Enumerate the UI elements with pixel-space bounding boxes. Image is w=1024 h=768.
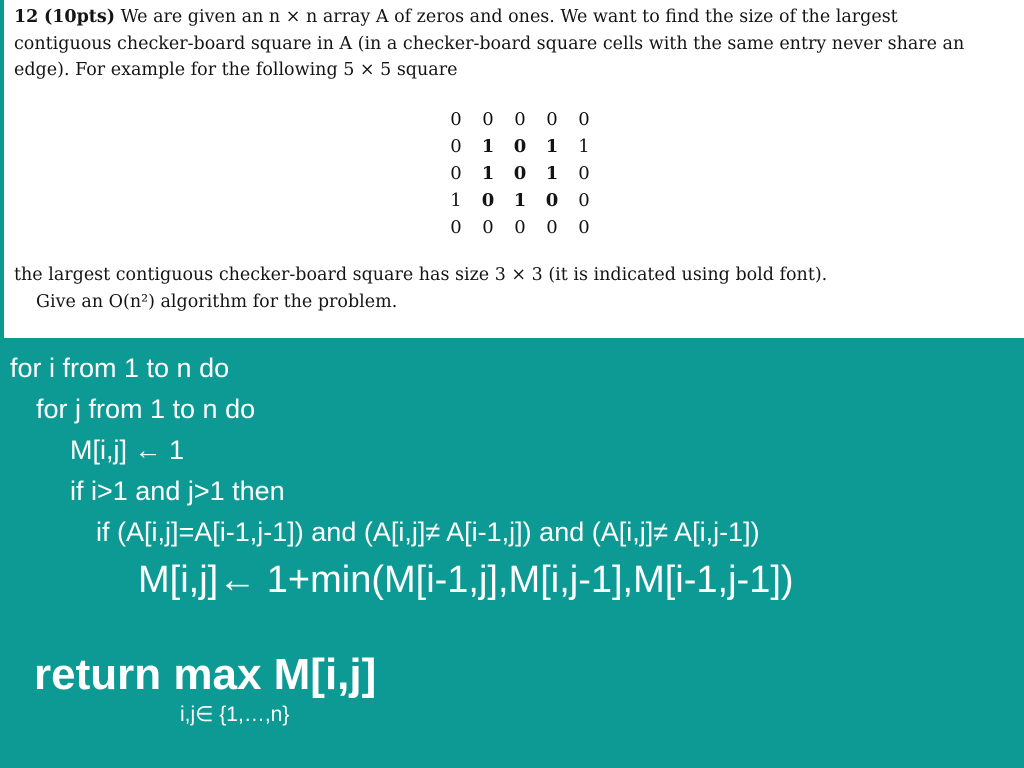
matrix-cell: 0 (578, 109, 590, 130)
problem-points: (10pts) (43, 7, 116, 27)
problem-line-3: edge). For example for the following 5 × 5 square (14, 60, 458, 80)
matrix-row (440, 214, 600, 241)
problem-line-2: contiguous checker-board square in A (in a checker-board square cells with the same entry never share an (14, 34, 965, 54)
matrix-cell-bold: 1 (545, 163, 559, 184)
problem-line-1-text: We are given an n × n array A of zeros and ones. We want to find the size of the largest (115, 7, 898, 27)
matrix-cell: 0 (546, 217, 558, 238)
problem-conclusion: the largest contiguous checker-board square has size 3 × 3 (it is indicated using bold font). (14, 265, 828, 285)
matrix-row (440, 187, 600, 214)
matrix-cell: 0 (482, 109, 494, 130)
matrix-cell-bold: 1 (513, 190, 527, 211)
matrix-cell-bold: 0 (481, 190, 495, 211)
matrix-cell: 0 (514, 217, 526, 238)
matrix-cell: 0 (578, 217, 590, 238)
matrix-cell-bold: 1 (545, 136, 559, 157)
matrix-row (440, 160, 600, 187)
code-line-inner-loop: for j from 1 to n do (36, 394, 256, 424)
problem-line-1 (14, 4, 1019, 31)
matrix-cell-bold: 1 (481, 163, 495, 184)
left-accent-bar (0, 0, 4, 338)
problem-number: 12 (14, 7, 39, 27)
matrix-row (440, 133, 600, 160)
matrix-cell-bold: 0 (545, 190, 559, 211)
matrix-cell: 0 (482, 217, 494, 238)
code-line-init: M[i,j] ← 1 (70, 435, 185, 465)
problem-task: Give an O(n²) algorithm for the problem. (36, 292, 398, 312)
code-line-if-bounds: if i>1 and j>1 then (70, 476, 285, 506)
matrix-cell: 0 (450, 136, 462, 157)
code-line-return: return max M[i,j] (34, 650, 377, 699)
code-line-outer-loop: for i from 1 to n do (10, 353, 230, 383)
matrix-cell-bold: 1 (481, 136, 495, 157)
example-matrix (440, 106, 600, 241)
matrix-cell-bold: 0 (513, 136, 527, 157)
matrix-cell: 0 (578, 163, 590, 184)
matrix-cell-bold: 0 (513, 163, 527, 184)
matrix-cell: 1 (578, 136, 590, 157)
matrix-cell: 0 (450, 109, 462, 130)
solution-pseudocode (0, 338, 1024, 768)
matrix-cell: 0 (514, 109, 526, 130)
matrix-cell: 0 (450, 163, 462, 184)
problem-statement (0, 0, 1024, 338)
code-return-subscript: i,j∈ {1,…,n} (180, 703, 290, 726)
matrix-cell: 0 (450, 217, 462, 238)
matrix-cell: 0 (546, 109, 558, 130)
matrix-cell: 0 (578, 190, 590, 211)
code-line-if-checker: if (A[i,j]=A[i-1,j-1]) and (A[i,j]≠ A[i-1,j]) and (A[i,j]≠ A[i,j-1]) (96, 517, 760, 547)
matrix-cell: 1 (450, 190, 462, 211)
matrix-row (440, 106, 600, 133)
code-line-update: M[i,j]← 1+min(M[i-1,j],M[i,j-1],M[i-1,j-1]) (138, 559, 794, 601)
